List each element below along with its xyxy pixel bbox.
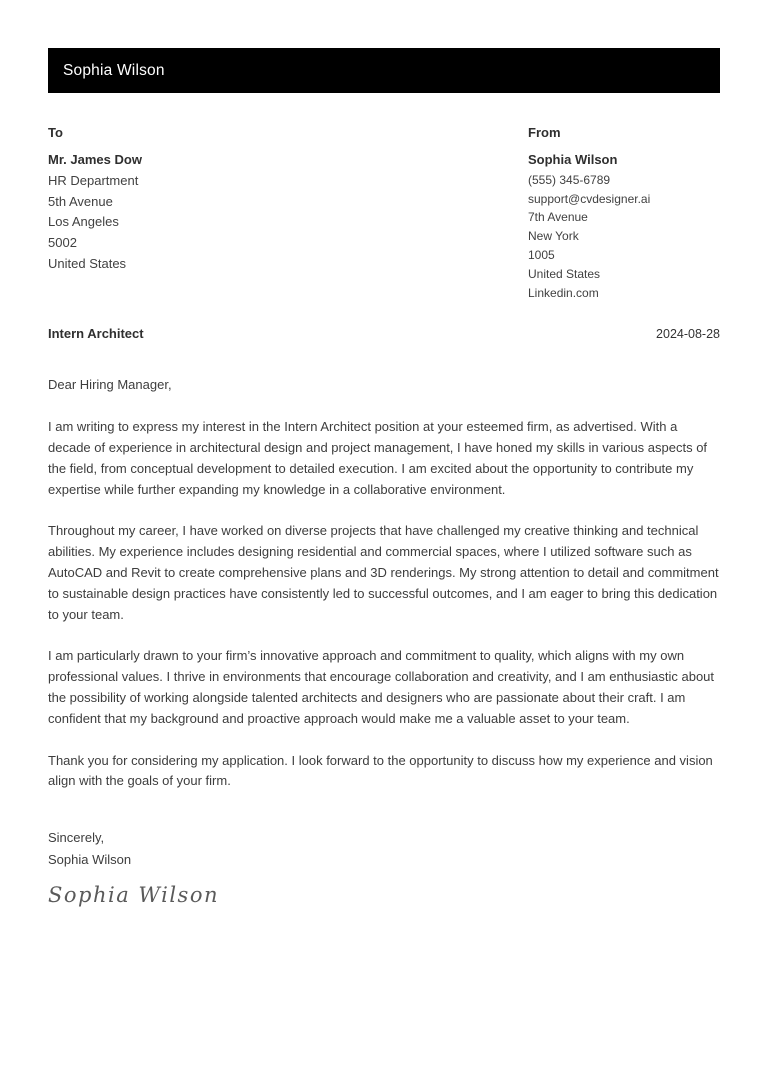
sender-postal-code: 1005 [528,247,555,262]
signature-script: Sophia Wilson [48,883,220,908]
sender-phone: (555) 345-6789 [528,172,611,187]
role-date-row [48,326,720,341]
sender-name: Sophia Wilson [528,152,618,167]
recipient-street: 5th Avenue [48,193,113,209]
recipient-label: To [48,125,63,140]
sender-country: United States [528,266,601,281]
closing-word: Sincerely, [48,830,105,846]
recipient-block [48,125,528,302]
sender-block [528,125,720,302]
sender-email: support@cvdesigner.ai [528,191,651,206]
letter-paragraph: Throughout my career, I have worked on diverse projects that have challenged my creative thinking and technical abilities. My experience includes designing residential and commercial spaces, where I utilized software such as AutoCAD and Revit to create comprehensive plans and 3D renderings. My strong attention to detail and commitment to sustainable design practices have consistently led to successful outcomes, and I am eager to bring this dedication to your team. [48,523,719,622]
recipient-name: Mr. James Dow [48,152,142,167]
job-title: Intern Architect [48,326,144,342]
sender-linkedin: Linkedin.com [528,285,599,300]
recipient-country: United States [48,255,127,271]
sender-street: 7th Avenue [528,210,588,225]
recipient-city: Los Angeles [48,214,119,230]
name-banner [48,48,720,93]
salutation: Dear Hiring Manager, [48,377,172,393]
recipient-postal-code: 5002 [48,235,77,251]
closing-name: Sophia Wilson [48,851,132,867]
addresses-section [48,125,720,302]
letter-paragraph: I am writing to express my interest in the Intern Architect position at your esteemed firm, as advertised. With a decade of experience in architectural design and project management, I have honed my skills in various aspects of the field, from conceptual development to detailed execution. I am excited about the opportunity to contribute my expertise while further expanding my knowledge in a collaborative environment. [48,419,708,497]
letter-date: 2024-08-28 [656,327,720,342]
header-name: Sophia Wilson [63,61,165,79]
recipient-department: HR Department [48,172,139,188]
letter-paragraph: I am particularly drawn to your firm’s innovative approach and commitment to quality, which aligns with my own professional values. I thrive in environments that encourage collaboration and creativity, and I am enthusiastic about the possibility of working alongside talented architects and designers who are passionate about their craft. I am confident that my background and proactive approach would make me a valuable asset to your team. [48,648,715,726]
closing-block [48,827,720,870]
sender-city: New York [528,229,579,244]
sender-label: From [528,125,561,140]
letter-paragraph: Thank you for considering my application. I look forward to the opportunity to discuss how my experience and vision align with the goals of your firm. [48,752,713,789]
